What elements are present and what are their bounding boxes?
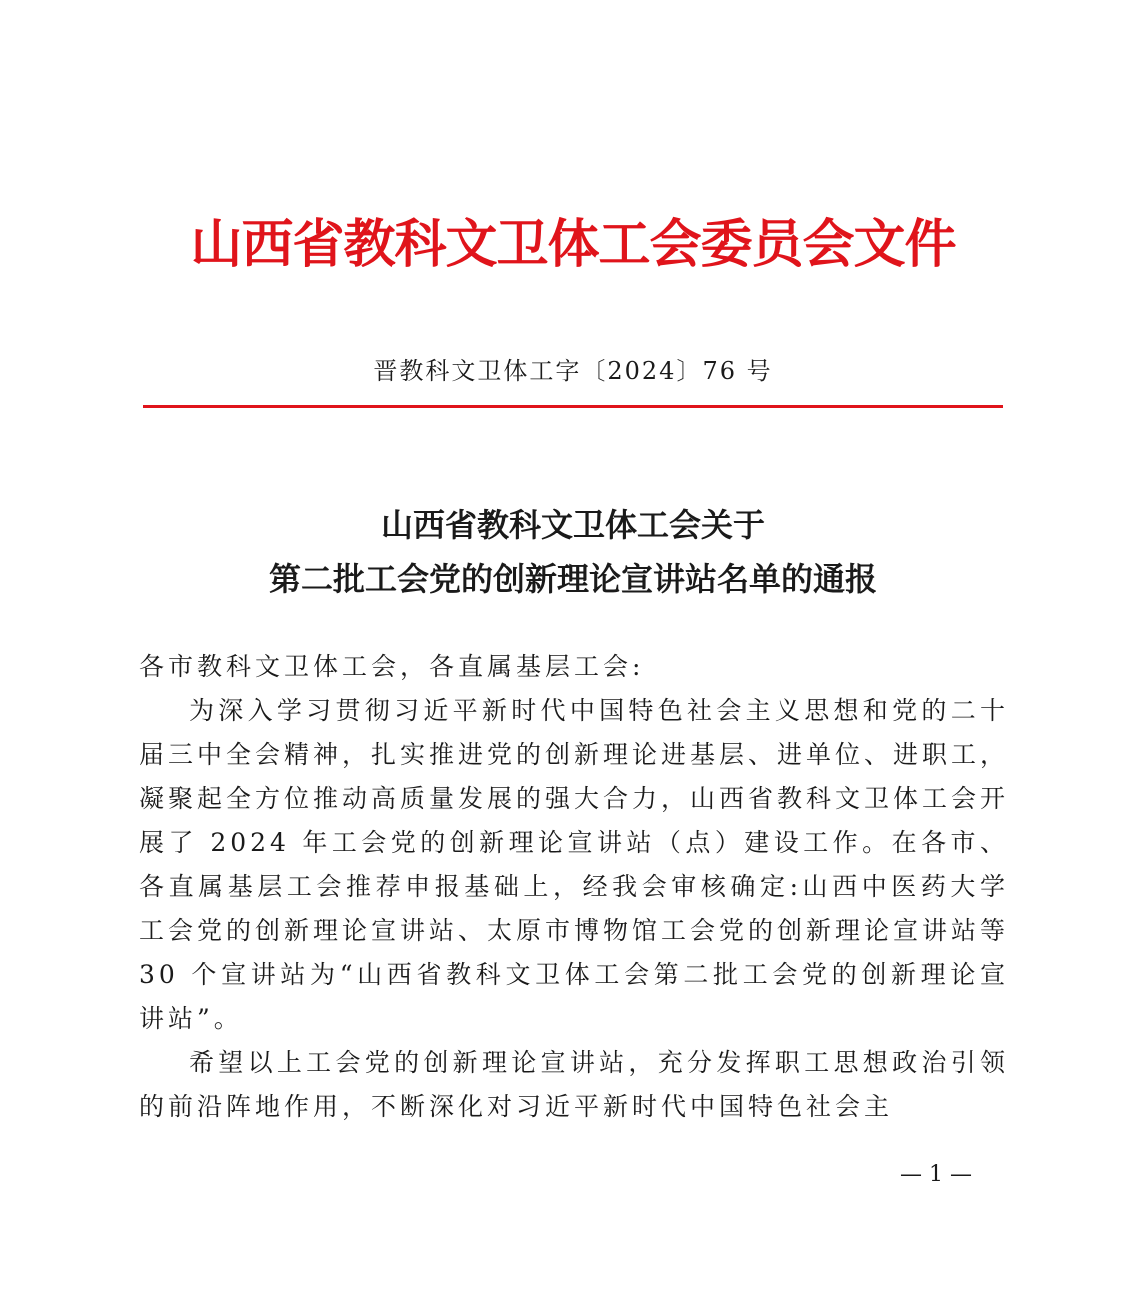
page-number: — 1 — xyxy=(900,1162,972,1187)
body-paragraph-2: 希望以上工会党的创新理论宣讲站，充分发挥职工思想政治引领的前沿阵地作用，不断深化对习近平新时代中国特色社会主 xyxy=(139,1048,1009,1121)
notice-title-line-2: 第二批工会党的创新理论宣讲站名单的通报 xyxy=(268,560,877,598)
document-number: 晋教科文卫体工字〔2024〕76 号 xyxy=(373,357,773,385)
red-divider-line xyxy=(143,405,1003,408)
body-paragraph-1: 为深入学习贯彻习近平新时代中国特色社会主义思想和党的二十届三中全会精神，扎实推进党的创新理论进基层、进单位、进职工，凝聚起全方位推动高质量发展的强大合力，山西省教科文卫体工会开展了 2024 年工会党的创新理论宣讲站（点）建设工作。在各市、各直属基层工会推荐申报基础上，经我会审核确定:山西中医药大学工会党的创新理论宣讲站、太原市博物馆工会党的创新理论宣讲站等 30 个宣讲站为“山西省教科文卫体工会第二批工会党的创新理论宣讲站”。 xyxy=(139,696,1010,1033)
masthead-title: 山西省教科文卫体工会委员会文件 xyxy=(190,215,956,275)
notice-title-line-1: 山西省教科文卫体工会关于 xyxy=(380,506,765,544)
notice-title xyxy=(0,498,1146,606)
document-body xyxy=(139,645,1009,1129)
salutation: 各市教科文卫体工会，各直属基层工会: xyxy=(139,652,645,681)
